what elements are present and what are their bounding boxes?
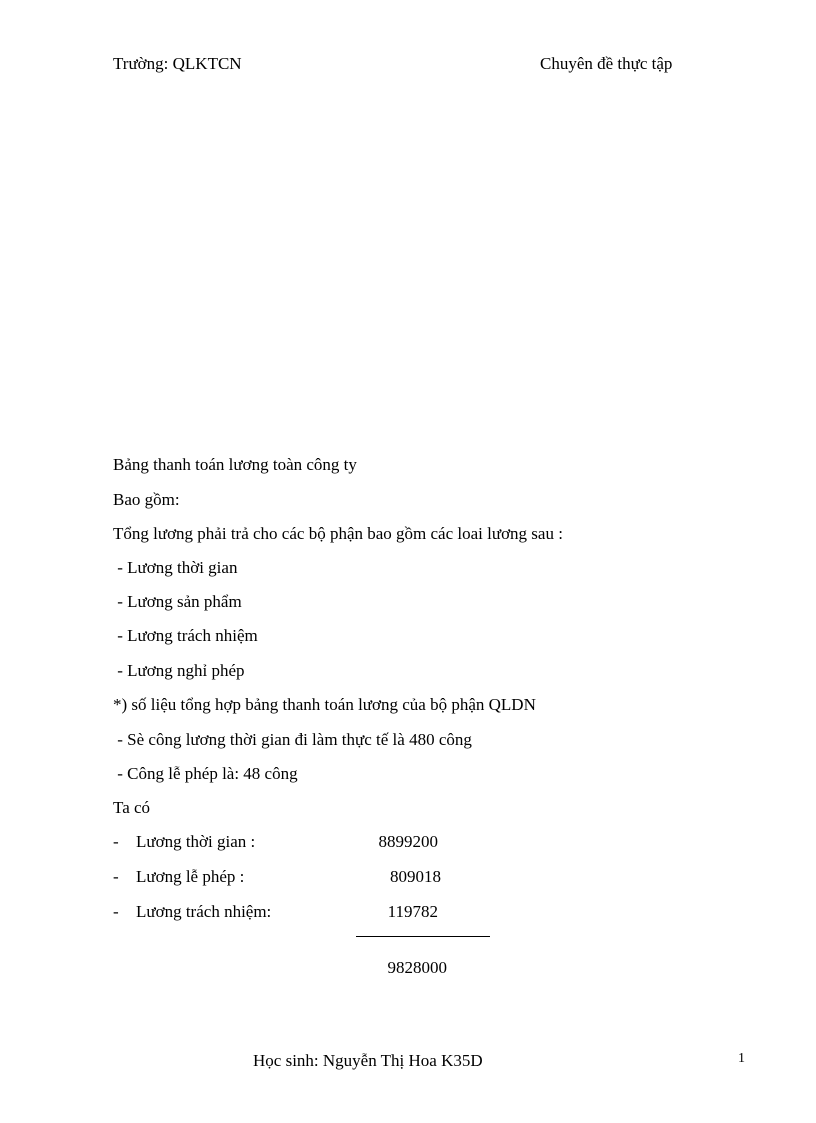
item-dash: -: [113, 832, 119, 851]
total-value: 9828000: [387, 958, 447, 977]
item-label: Lương thời gian :: [136, 832, 256, 851]
header-topic: Chuyên đề thực tập: [540, 54, 673, 73]
salary-type-item: - Lương thời gian: [113, 558, 238, 577]
item-value: 8899200: [378, 832, 438, 851]
detail-line: - Công lễ phép là: 48 công: [113, 764, 298, 783]
item-label: Lương lễ phép :: [136, 867, 245, 886]
total-intro: Tổng lương phải trả cho các bộ phận bao gồm các loai lương sau :: [113, 524, 563, 543]
salary-type-item: - Lương sản phẩm: [113, 592, 242, 611]
header-school: Trường: QLKTCN: [113, 54, 242, 73]
item-dash: -: [113, 867, 119, 886]
footer-student: Học sinh: Nguyễn Thị Hoa K35D: [253, 1051, 483, 1070]
salary-type-item: - Lương trách nhiệm: [113, 626, 258, 645]
item-dash: -: [113, 902, 119, 921]
salary-type-item: - Lương nghỉ phép: [113, 661, 245, 680]
page-number: 1: [738, 1051, 745, 1066]
detail-line: - Sè công lương thời gian đi làm thực tế là 480 công: [113, 730, 472, 749]
summary-note: *) số liệu tổng hợp bảng thanh toán lương của bộ phận QLDN: [113, 695, 536, 714]
item-label: Lương trách nhiệm:: [136, 902, 272, 921]
item-value: 119782: [387, 902, 438, 921]
sum-rule: [356, 936, 490, 937]
we-have-label: Ta có: [113, 798, 151, 817]
item-value: 809018: [390, 867, 441, 886]
section-title: Bảng thanh toán lương toàn công ty: [113, 455, 357, 474]
includes-label: Bao gồm:: [113, 490, 180, 509]
